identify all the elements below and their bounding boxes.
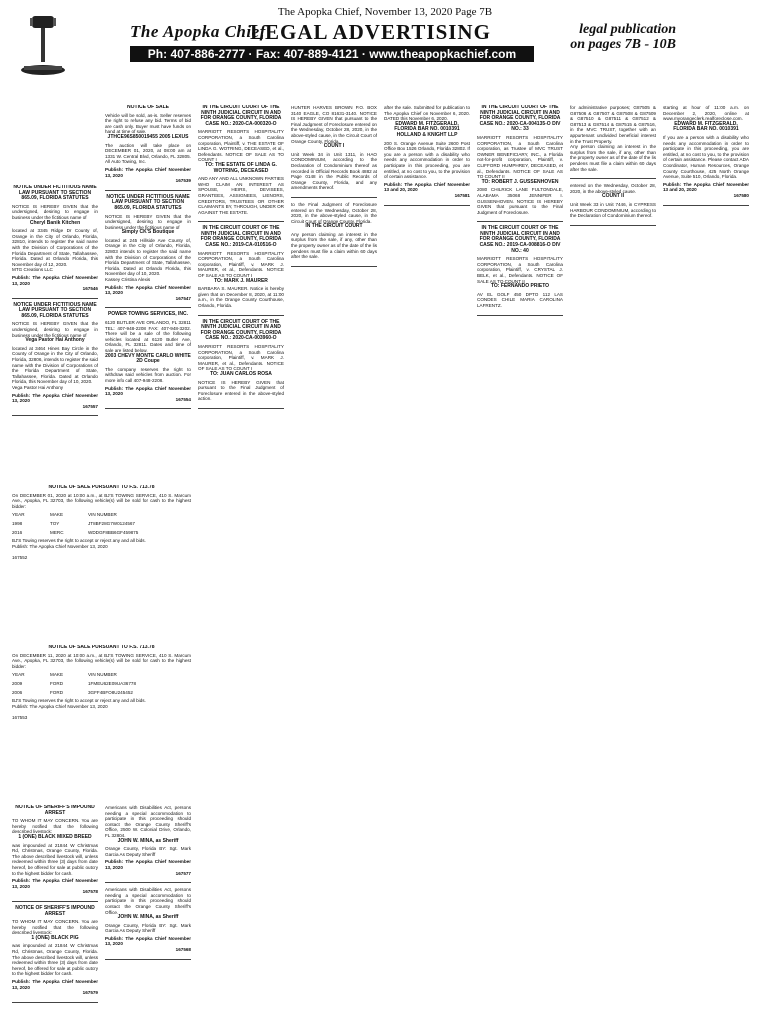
notice-body: On DECEMBER 11, 2020 at 10:00 a.m., at BJ'S TOWING SERVICE, 410 S. Marcum Ave., Apopka, FL 32703, the following vehicle(s) will be sold for cash to the highest bidder: <box>12 652 191 669</box>
notice-divider <box>105 307 191 308</box>
notice-reference-number: 167578 <box>82 889 98 895</box>
vehicle-cell: 2006 <box>12 689 23 695</box>
notice-reference-number: 167539 <box>175 178 191 184</box>
notice-body: MARRIOTT RESORTS HOSPITALITY CORPORATION, a South Carolina corporation, Plaintiff, v. MARK J. MAURER, et al., Defendants. NOTICE OF SALE AS TO COUNT I <box>198 250 284 279</box>
notice-name: EDWARD M. FITZGERALD, FLORIDA BAR NO. 0010391 HOLLAND & KNIGHT LLP <box>394 120 460 138</box>
notice-pub: Publish: The Apopka Chief November 13, 2020 <box>12 543 108 549</box>
notice-body: MARRIOTT RESORTS HOSPITALITY CORPORATION, a South Carolina corporation, Plaintiff, v. THE ESTATE OF LINDA G. WOTRING, DECEASED, et al., Defendants. NOTICE OF SALE AS TO COUNT I <box>198 129 284 163</box>
notice-name: TO: THE ESTATE OF LINDA G. WOTRING, DECEASED <box>205 161 277 174</box>
notice-body-continued: NOTICE IS HEREBY GIVEN that pursuant to the Final Judgment of Foreclosure entered in the above-styled action. <box>198 379 284 402</box>
notice-title: IN THE CIRCUIT COURT OF THE NINTH JUDICIAL CIRCUIT IN AND FOR ORANGE COUNTY, FLORIDA CASE NO.: 2020-CA-003960-O <box>200 318 282 342</box>
notice-body: after the sale. Submitted for publication to The Apopka Chief on November 6, 2020. DATED this November 6, 2020. <box>384 105 470 122</box>
notice-ref: 167553 <box>12 715 28 721</box>
legal-notice <box>198 320 284 402</box>
legal-notice <box>12 805 98 895</box>
vehicle-cell: MAKE <box>50 512 64 518</box>
notice-divider <box>570 178 656 179</box>
notice-reference-number: 167554 <box>175 396 191 402</box>
notice-title: NOTICE UNDER FICTITIOUS NAME LAW PURSUANT TO SECTION 865.09, FLORIDA STATUTES <box>13 301 97 319</box>
vehicle-cell: YEAR <box>12 672 25 678</box>
page-header: The Apopka Chief, November 13, 2020 Page 7B <box>277 6 493 18</box>
vehicle-cell: 1FMEU62E09UA36778 <box>88 680 137 686</box>
vehicle-row <box>12 681 191 687</box>
notice-divider <box>105 408 191 409</box>
notice-body: On DECEMBER 01, 2020 at 10:00 a.m., at BJ'S TOWING SERVICE, 410 S. Marcum Ave., Apopka, FL 32703, the following vehicle(s) will be sold for cash to the highest bidder: <box>12 492 191 509</box>
notice-body: to the Final Judgment of Foreclosure entered on the Wednesday, October 28, 2020, in the above-styled cause, in the Circuit Court of Orange County, Florida. <box>291 201 377 224</box>
vehicle-cell: JT8BF28G7W0124567 <box>88 520 135 526</box>
notice-body: Vehicle will be sold, as-is. Seller reserves the right to refuse any bid. Terms of bid are cash only. Buyer must have funds on hand at time of sale. <box>105 112 191 135</box>
notice-divider <box>384 205 470 206</box>
legal-notice <box>384 105 470 199</box>
notice-body-continued: Any person claiming an interest in the surplus from the sale, if any, other than the property owner as of the date of the lis pendens must file a claim within 60 days after the sale. <box>570 144 656 172</box>
notice-body-continued: Orange County, Florida BY: Sgt. Mark Garcia As Deputy Sheriff <box>105 922 191 934</box>
vehicle-row <box>12 512 191 518</box>
notice-publish-line: Publish: The Apopka Chief November 13, 2020 <box>12 878 98 889</box>
notice-column <box>105 105 191 485</box>
notice-name: IN THE CIRCUIT COURT <box>305 223 363 230</box>
notice-body: MARRIOTT RESORTS HOSPITALITY CORPORATION, a South Carolina corporation, Plaintiff, v. MARK J. MAURER, et al., Defendants. NOTICE OF SALE AS TO COUNT I <box>198 343 284 372</box>
notice-reference-number: 167547 <box>175 295 191 301</box>
vehicle-cell: WDDGF8BB6GF459875 <box>88 529 139 535</box>
vehicle-row <box>12 530 191 536</box>
vehicle-cell: 1998 <box>12 520 23 526</box>
notice-reference-number: 167546 <box>82 286 98 292</box>
notice-body: for administrative purposes; G87505 & G87506 & G87507 & G87508 & G87509 & G87510 & G87511 & G87512 & G87513 & G87514 & G87515 & G87516, in the MVC TRUST, together with an appurtenant undivided beneficial interest in the Trust Property. <box>570 105 656 144</box>
notice-body-continued: The auction will take place on DECEMBER 01, 2020, at 08:00 am at 1331 W. Central Blvd, Orlando, FL 32805. All Auto Towing, Inc. <box>105 142 191 165</box>
notice-divider <box>105 190 191 191</box>
notice-body-continued: AND ANY AND ALL UNKNOWN PARTIES WHO CLAIM AN INTEREST AS SPOUSE, HEIRS, DEVISEES, GRANTEES, ASSIGNEES, LIENORS, CREDITORS, TRUSTEES OR OTHER CLAIMANTS BY, THROUGH, UNDER OR AGAINST THE ESTATE. <box>198 176 284 215</box>
notice-body: TO WHOM IT MAY CONCERN. You are hereby notified that the following described livestock: <box>12 919 98 936</box>
notice-title: NOTICE OF SHERIFF'S IMPOUND ARREST <box>15 904 95 917</box>
notice-publish-line: Publish: The Apopka Chief November 13, 2020 <box>12 392 98 404</box>
notice-title: POWER TOWING SERVICES, INC. <box>107 311 189 318</box>
notice-name: COUNT I <box>323 143 345 150</box>
notice-name: TO: JUAN CARLOS ROSA <box>210 370 272 377</box>
towing-sale-notice <box>12 645 191 795</box>
gavel-icon <box>12 12 74 82</box>
vehicle-row <box>12 521 191 527</box>
notice-title: IN THE CIRCUIT COURT OF THE NINTH JUDICIAL CIRCUIT IN AND FOR ORANGE COUNTY, FLORIDA CASE NO.: 2019-CA-008816-O DIV NO.: 40 <box>479 225 561 254</box>
legal-notice <box>198 226 284 308</box>
section-title: LEGAL ADVERTISING <box>250 20 491 44</box>
notice-reference-number: 167577 <box>175 870 191 876</box>
notice-body-continued: Orange County, Florida BY: Sgt. Mark Garcia As Deputy Sheriff <box>105 846 191 857</box>
notice-name: COUNT II <box>602 193 624 200</box>
notice-divider <box>105 959 191 960</box>
vehicle-cell: TOY <box>50 520 60 526</box>
notice-body-continued: located at 3464 Hines Bay Circle in the County of Orange in the City of Orlando, Florida, 32806, intends to register the said name with the Division of Corporations of the Florida Department of State, Tallahassee, Florida. Dated at Orlando Florida, this November day of 10, 2020. <box>12 345 98 385</box>
notice-divider <box>198 315 284 316</box>
legal-notice <box>291 105 377 191</box>
notice-name: TO: FERNANDO PRIETO <box>490 283 550 290</box>
notice-publish-line: Publish: The Apopka Chief November 13 and 20, 2020 <box>384 181 470 193</box>
notice-name: 1 (ONE) BLACK MIXED BREED <box>18 833 92 840</box>
contact-bar: Ph: 407-886-2777 · Fax: 407-889-4121 · www.theapopkachief.com <box>130 46 534 62</box>
legal-notice <box>12 185 98 292</box>
vehicle-cell: 2016 <box>12 529 23 535</box>
notice-column <box>12 185 98 485</box>
vehicle-row <box>12 690 191 696</box>
legal-notice <box>105 805 191 876</box>
notice-title: NOTICE OF SALE PURSUANT TO F.S. 713.78 <box>48 645 155 650</box>
legal-notice <box>12 303 98 410</box>
notice-title: NOTICE OF SALE <box>127 105 169 110</box>
notice-body: MARRIOTT RESORTS HOSPITALITY CORPORATION, a South Carolina corporation, as Trustee of MVC TRUST OWNER BENEFICIARY, INC., a Florida not-for-profit corporation, Plaintiff, v. CLIFFORD HUMPHREY, DECEASED, et al., Defendants. NOTICE OF SALE AS TO COUNT II <box>477 134 563 180</box>
notice-body-continued: located at 3345 Ridge Dr County of, Orange in the City of Orlando, Florida, 32810, intends to register the said name with the Division of Corporations of the Florida Department of State, Tallahassee, Florida. Dated at Orlando Florida, this November day of 12, 2020. <box>12 228 98 267</box>
notice-reference-number: 167568 <box>175 947 191 953</box>
notice-title: IN THE CIRCUIT COURT OF THE NINTH JUDICIAL CIRCUIT IN AND FOR ORANGE COUNTY, FLORIDA CASE NO.: 2019-CA-010516-O <box>200 225 282 249</box>
sheriff-notice-column <box>105 805 191 1010</box>
notice-publish-line: Publish: The Apopka Chief November 13, 2020 <box>105 385 191 397</box>
notice-footer: BJ'S Towing reserves the right to accept or reject any and all bids. <box>12 538 146 544</box>
notice-divider <box>291 197 377 198</box>
vehicle-cell: 2009 <box>12 680 23 686</box>
notice-divider <box>477 315 563 316</box>
legal-notice <box>477 226 563 308</box>
notice-signer: MTG Creations LLC <box>12 267 53 273</box>
notice-body: MARRIOTT RESORTS HOSPITALITY CORPORATION, a South Carolina corporation, Plaintiff, v. CRYSTAL J. BELK, et al., Defendants. NOTICE OF SALE AS TO COUNT II <box>477 256 563 284</box>
notice-title: NOTICE UNDER FICTITIOUS NAME LAW PURSUANT TO SECTION 865.09, FLORIDA STATUTES <box>106 193 190 211</box>
notice-publish-line: Publish: The Apopka Chief November 13, 2020 <box>12 274 98 286</box>
publication-note-line1: legal publication <box>579 22 676 37</box>
notice-divider <box>105 882 191 883</box>
notice-divider <box>570 225 656 226</box>
notice-body: Americans with Disabilities Act, persons needing a special accommodation to participate in this proceeding should contact the Orange County Sheriff's Office. <box>105 887 191 915</box>
notice-divider <box>477 221 563 222</box>
notice-pub: Publish: The Apopka Chief November 13, 2020 <box>12 703 108 709</box>
legal-notice <box>663 105 749 199</box>
legal-notice <box>198 105 284 215</box>
notice-body-continued: Unit Week 34 in Unit 1311, in HAO CONDOMINIUM, according to the Declaration of Condominium thereof as recorded in Official Records Book 4882 at Page 0148 in the Public Records of Orange County, Florida, and any amendments thereof. <box>291 151 377 191</box>
notice-title: NOTICE OF SHERIFF'S IMPOUND ARREST <box>15 805 95 816</box>
legal-notice <box>105 105 191 184</box>
notice-body-continued: The company reserves the right to withdraw said vehicles from auction. For more info call 407-948-2208. <box>105 366 191 383</box>
notice-body-continued: was impounded at 21844 W Christmas Rd, Christmas, Orange County, Florida. The above described livestock will, unless redeemed within three (3) days from date hereof, be offered for sale at public outcry to the highest bidder for cash. <box>12 943 98 977</box>
notice-column <box>198 105 284 1010</box>
notice-body: NOTICE IS HEREBY GIVEN that the undersigned, desiring to engage in business under the fictitious name of <box>12 321 98 338</box>
notice-reference-number: 167581 <box>454 192 470 198</box>
notice-column <box>384 105 470 1010</box>
legal-notice <box>570 183 656 219</box>
towing-sale-notice <box>12 485 191 635</box>
notice-body-continued: 200 S. Orange Avenue Suite 2600 Post Office Box 1526 Orlando, Florida 32802. If you are a person with a disability who needs any accommodation in order to participate in this proceeding, you are entitled, at no cost to you, to the provision of certain assistance. <box>384 140 470 180</box>
vehicle-cell: FORD <box>50 680 64 686</box>
notice-name: Cheryl Banik Kitchen <box>29 219 81 226</box>
notice-publish-line: Publish: The Apopka Chief November 13, 2020 <box>105 284 191 296</box>
notice-divider <box>12 298 98 299</box>
notice-body-continued: was impounded at 21844 W Christmas Rd, Christmas, Orange County, Florida. The above described livestock will, unless redeemed within three (3) days from date hereof, be offered for sale at public outcry to the highest bidder for cash. <box>12 842 98 876</box>
notice-title: IN THE CIRCUIT COURT OF THE NINTH JUDICIAL CIRCUIT IN AND FOR ORANGE COUNTY, FLORIDA CASE NO.: 2020-CA-004135-O DIV NO.: 33 <box>479 105 561 133</box>
sheriff-notice-column <box>12 805 98 1010</box>
publication-note-line2: on pages 7B - 10B <box>570 37 676 52</box>
notice-divider <box>12 901 98 902</box>
legal-notice <box>477 105 563 215</box>
notice-name: TO: ROBERT J. GUSSENHOVEN <box>481 178 559 185</box>
legal-notice <box>105 312 191 402</box>
notice-divider <box>198 408 284 409</box>
notice-publish-line: Publish: The Apopka Chief November 13, 2020 <box>12 979 98 990</box>
notice-reference-number: 167580 <box>733 192 749 198</box>
notice-body-continued: Unit Week 33 in Unit 7446, in CYPRESS HARBOUR CONDOMINIUM, according to the Declaration of Condominium thereof. <box>570 201 656 219</box>
notice-name: JTHCE96S850019455 2005 LEXUS <box>107 133 189 140</box>
notice-divider <box>663 205 749 206</box>
notice-title: NOTICE OF SALE PURSUANT TO F.S. 713.78 <box>48 485 155 490</box>
notice-body-continued: 2080 CHILRICK LANE FULTONDALE, ALABAMA 35068 JENNIFER I. GUSSENHOVEN. NOTICE IS HEREBY GIVEN that pursuant to the Final Judgment of Foreclosure. <box>477 187 563 215</box>
notice-name: EDWARD M. FITZGERALD, FLORIDA BAR NO. 0010391 <box>673 120 739 133</box>
notice-body: starting at hour of 11:00 a.m. on December 2, 2020, online at www.myorangeclerk.realforeclose.com. <box>663 105 749 122</box>
notice-name: 1 (ONE) BLACK PIG <box>31 934 79 941</box>
notice-ref: 167552 <box>12 555 28 561</box>
notice-publish-line: Publish: The Apopka Chief November 13, 2020 <box>105 935 191 947</box>
notice-column <box>477 105 563 1010</box>
notice-footer: BJ'S Towing reserves the right to accept or reject any and all bids. <box>12 698 146 704</box>
vehicle-cell: 3GFF4BFO8U245452 <box>88 689 133 695</box>
notice-body-continued: AV EL GOLF 450 DPTO 112 LAS CONDES CHILE MARIA CAROLINA LAFRENTZ. <box>477 291 563 308</box>
vehicle-row <box>12 672 191 678</box>
publication-note <box>536 22 676 52</box>
legal-notice <box>105 887 191 953</box>
notice-body: NOTICE IS HEREBY GIVEN that the undersigned, desiring to engage in business under the fictitious name of <box>105 213 191 230</box>
notice-body-continued: If you are a person with a disability who needs any accommodation in order to participate in this proceeding, you are entitled, at no cost to you, to the provision of certain assistance. Please contact ADA Coordinator, Human Resources, Orange County Courthouse, 425 North Orange Avenue, Suite 510, Orlando, Florida. <box>663 134 749 180</box>
legal-notice <box>12 906 98 996</box>
notice-publish-line: Publish: The Apopka Chief November 13 and 20, 2020 <box>663 181 749 193</box>
notice-signer: Kassey Cristina Alexis <box>105 277 151 283</box>
notice-body-continued: Any person claiming an interest in the surplus from the sale, if any, other than the property owner as of the date of the lis pendens must file a claim within 60 days after the sale. <box>291 231 377 260</box>
notice-body-continued: BARBARA S. MAURER. Notice is hereby given that on December 8, 2020, at 11:00 a.m., in the Orange County Courthouse, Orlando, Florida. <box>198 286 284 308</box>
notice-name: JOHN W. MINA, as Sheriff <box>117 837 179 844</box>
notice-name: Simply CK'S Boutique <box>121 229 175 236</box>
notice-publish-line: Publish: The Apopka Chief November 13, 2020 <box>105 166 191 178</box>
publication-brand: The Apopka Chief <box>130 22 266 41</box>
legal-notice <box>291 202 377 260</box>
notice-title: IN THE CIRCUIT COURT OF THE NINTH JUDICIAL CIRCUIT IN AND FOR ORANGE COUNTY, FLORIDA CASE NO.: 2020-CA-000320-O <box>200 105 282 127</box>
notice-name: JOHN W. MINA, as Sheriff <box>117 914 179 921</box>
notice-name: TO: MARK J. MAURER <box>214 277 268 284</box>
notice-body: NOTICE IS HEREBY GIVEN that the undersigned, desiring to engage in business under the fictitious name of <box>12 203 98 220</box>
notice-reference-number: 167579 <box>82 990 98 996</box>
notice-body: TO WHOM IT MAY CONCERN. You are hereby notified that the following described livestock: <box>12 818 98 835</box>
notice-name: Vega Pastor Hai Anthony <box>25 337 85 344</box>
notice-divider <box>12 415 98 416</box>
vehicle-cell: VIN NUMBER <box>88 672 117 678</box>
notice-body: Americans with Disabilities Act, persons needing a special accommodation to participate in this proceeding should contact the Orange County Sheriff's Office, 2500 W. Colonial Drive, Orlando, FL 32804. <box>105 805 191 838</box>
notice-signer: Vega Pastor Hai Anthony <box>12 385 64 390</box>
notices-grid <box>12 105 760 1010</box>
notice-divider <box>291 266 377 267</box>
vehicle-cell: VIN NUMBER <box>88 512 117 518</box>
vehicle-cell: MERC <box>50 529 64 535</box>
notice-body: 6120 BUTLER AVE ORLANDO, FL 32811 TEL: 407-948-2208 FAX: 407-948-3202. There will be a sale of the following vehicles located at 6120 Butler Ave, Orlando, FL 32811. Dates and time of sale are listed below. <box>105 320 191 353</box>
legal-notice <box>105 195 191 302</box>
notice-divider <box>12 1002 98 1003</box>
notice-body: entered on the Wednesday, October 28, 2020, in the above-styled cause. <box>570 183 656 194</box>
notice-column <box>570 105 656 1010</box>
vehicle-cell: FORD <box>50 689 64 695</box>
vehicle-cell: YEAR <box>12 512 25 518</box>
notice-column <box>291 105 377 1010</box>
notice-divider <box>198 221 284 222</box>
notice-body-continued: located at 245 Hillside Ave County of, Orange in the City of Orlando, Florida, 32803 intends to register the said name with the Division of Corporations of the Florida Department of State, Tallahassee, Florida. Dated at Orlando Florida, this November day of 10, 2020. <box>105 237 191 277</box>
notice-reference-number: 167557 <box>82 403 98 409</box>
legal-notice <box>570 105 656 172</box>
notice-publish-line: Publish: The Apopka Chief November 13, 2020 <box>105 859 191 870</box>
notice-title: NOTICE UNDER FICTITIOUS NAME LAW PURSUANT TO SECTION 865.09, FLORIDA STATUTES <box>13 185 97 202</box>
notice-body: HUNTER HARVES BROWN P.O. BOX 3140 EAGLE, CO 81631-3140. NOTICE IS HEREBY GIVEN that pursuant to the Final Judgment of Foreclosure entered on the Wednesday, October 28, 2020, in the above-styled cause, in the Circuit Court of Orange County, Florida. <box>291 105 377 144</box>
notice-column <box>663 105 749 1010</box>
vehicle-cell: MAKE <box>50 672 64 678</box>
notice-name: 2003 CHEVY MONTE CARLO WHITE 2D Coupe <box>105 352 191 365</box>
